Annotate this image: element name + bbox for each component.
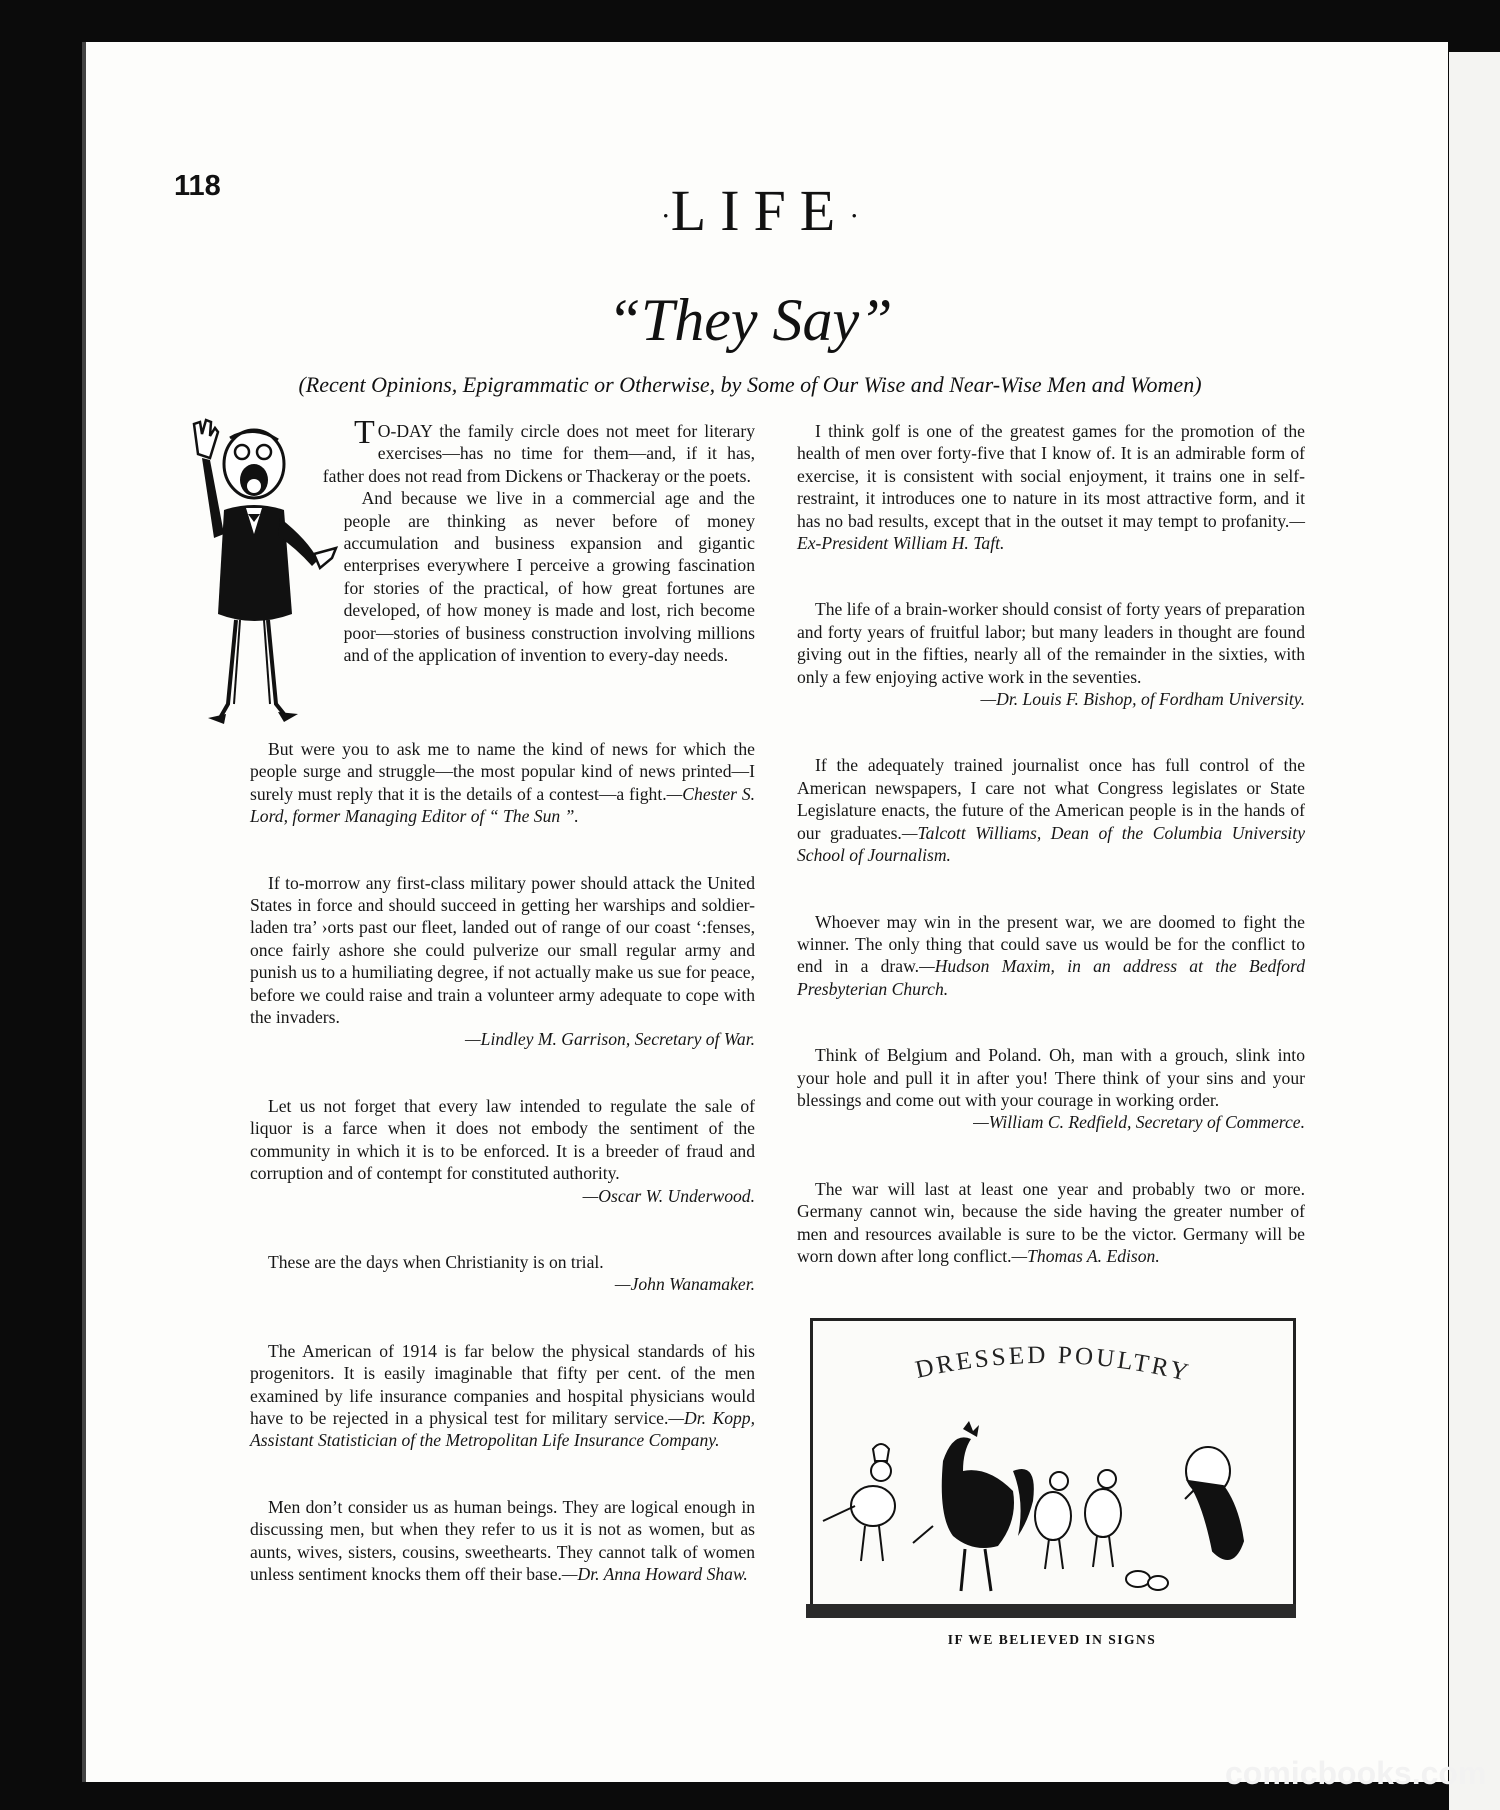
quote-kopp-attribution: —Dr. Kopp, Assistant Statistician of the Metropolitan Life Insurance Company. — [250, 1407, 755, 1451]
quote-taft — [797, 420, 1305, 554]
quote-bishop: The life of a brain-worker should consist of forty years of preparation and forty years of fruitful labor; but many leaders in thought are found giving out in the fifties, nearly all of the remainder in the sixties, with only a few enjoying active work in the seventies. — [797, 599, 1306, 687]
quote-kopp — [250, 1340, 755, 1452]
chef-chicken-figure — [823, 1444, 895, 1561]
quote-taft-attribution: —Ex-President William H. Taft. — [797, 510, 1305, 554]
masthead-dot-left: · — [660, 199, 671, 233]
poultry-cartoon-caption: IF WE BELIEVED IN SIGNS — [947, 1632, 1157, 1647]
quote-maxim-text: Whoever may win in the present war, we are doomed to fight the winner. The only thing that could save us would be for the conflict to end in a draw. — [797, 911, 1305, 977]
spacer — [250, 1051, 755, 1095]
drop-cap: T — [354, 414, 375, 451]
quote-wanamaker: These are the days when Christianity is on trial. — [268, 1251, 604, 1272]
spacer — [797, 867, 1305, 911]
right-column — [797, 420, 1305, 1267]
spacer — [250, 1296, 755, 1340]
poultry-cartoon-illustration — [813, 1321, 1293, 1611]
spacer — [797, 1000, 1305, 1044]
quote-wanamaker-attribution: —John Wanamaker. — [614, 1274, 755, 1295]
quote-underwood-attribution: —Oscar W. Underwood. — [582, 1185, 755, 1206]
masthead-title: LIFE — [670, 178, 850, 243]
spacer — [797, 1134, 1305, 1178]
chick-figures — [1126, 1571, 1168, 1590]
quote-lord-p3 — [250, 738, 755, 828]
turkey-figure — [1185, 1447, 1243, 1559]
quote-lord-attribution: —Chester S. Lord, former Managing Editor of “ The Sun ”. — [250, 783, 756, 827]
quote-bishop-attribution: —Dr. Louis F. Bishop, of Fordham University. — [980, 689, 1305, 710]
quote-taft-text: I think golf is one of the greatest games for the promotion of the health of men over forty-five that I know of. It is an admirable form of exercise, it is consistent with social enjoyment, it trains one in self-restraint, it introduces one to nature in its most attractive form, and it has no bad results, except that in the outset it may tempt to profanity. — [797, 421, 1305, 531]
quote-underwood: Let us not forget that every law intended to regulate the sale of liquor is a farce when it does not embody the sentiment of the community in which it is to be enforced. It is a breeder of fraud and corruption and of contempt for constituted authority. — [250, 1095, 755, 1184]
rooster-figure — [913, 1421, 1034, 1591]
quote-garrison-attribution: —Lindley M. Garrison, Secretary of War. — [465, 1029, 755, 1050]
spacer — [250, 828, 755, 872]
spacer — [797, 554, 1305, 598]
spacer — [250, 1207, 755, 1251]
quote-williams — [797, 754, 1305, 866]
watermark: comicbooks.com — [1225, 1755, 1487, 1791]
quote-lord-p2: And because we live in a commercial age and the people are thinking as never before of money accumulation and business expansion and gigantic enterprises everywhere I perceive a growing fascination for stories of the practical, of how great fortunes are developed, of how money is made and lost, rich become poor—stories of business construction involving millions and of the application of invention to every-day needs. — [343, 488, 755, 666]
poultry-sign-text: DRESSED POULTRY — [912, 1341, 1194, 1388]
page-number: 118 — [174, 170, 221, 202]
quote-williams-attribution: —Talcott Williams, Dean of the Columbia University School of Journalism. — [797, 822, 1305, 866]
poultry-cartoon-frame — [810, 1318, 1296, 1614]
quote-shaw — [250, 1496, 755, 1586]
quote-edison — [797, 1178, 1305, 1268]
quote-kopp-text: The American of 1914 is far below the physical standards of his progenitors. It is easily imaginable that fifty per cent. of the men examined by life insurance companies and hospital physicians would have to be rejected in a physical test for military service. — [250, 1340, 755, 1428]
orator-cartoon-illustration — [180, 414, 340, 734]
quote-shaw-attribution: —Dr. Anna Howard Shaw. — [561, 1563, 748, 1584]
facing-page-edge — [1449, 52, 1500, 1810]
article-title: “They Say” — [607, 287, 893, 353]
quote-maxim — [797, 911, 1305, 1001]
quote-lord-p1: O-DAY the family circle does not meet for literary exercises—has no time for them—and, if it has, father does not read from Dickens or Thackeray or the poets. — [322, 421, 755, 486]
quote-redfield: Think of Belgium and Poland. Oh, man with a grouch, slink into your hole and pull it in after you! There think of your sins and your blessings and come out with your courage in working order. — [797, 1045, 1305, 1110]
quote-lord-p3-text: But were you to ask me to name the kind of news for which the people surge and struggle—the most popular kind of news printed—I surely must reply that it is the details of a contest—a fight. — [250, 739, 755, 804]
masthead-dot-right: · — [849, 199, 860, 233]
left-column — [250, 414, 756, 1585]
quote-williams-text: If the adequately trained journalist once has full control of the American newspapers, I care not what Congress legislates or State Legislature enacts, the future of the American people is in the hands of our graduates. — [797, 755, 1305, 843]
masthead — [640, 178, 880, 243]
quote-garrison: If to-morrow any first-class military power should attack the United States in force and should succeed in getting her warships and soldier-laden tra’ ›orts past our fleet, landed out of range of our coast ‘:fenses, once fairly ashore she could pulverize our small regular army and punish us to a humiliating degree, if not actually make us sue for peace, before we could raise and train a volunteer army adequate to cope with the invaders. — [250, 872, 755, 1028]
quote-maxim-attribution: —Hudson Maxim, in an address at the Bedford Presbyterian Church. — [797, 956, 1305, 999]
quote-redfield-attribution: —William C. Redfield, Secretary of Commerce. — [973, 1112, 1305, 1133]
quote-edison-text: The war will last at least one year and probably two or more. Germany cannot win, because the side having the greater number of men and resources available is sure to be the victor. Germany will be worn down after long conflict. — [797, 1178, 1305, 1266]
poultry-cartoon-base — [806, 1604, 1296, 1618]
spacer — [250, 1452, 755, 1496]
spacer — [797, 710, 1305, 754]
quote-edison-attribution: —Thomas A. Edison. — [1011, 1245, 1160, 1266]
hen-figures — [1035, 1470, 1121, 1569]
article-subtitle: (Recent Opinions, Epigrammatic or Otherwise, by Some of Our Wise and Near-Wise Men and Women) — [298, 372, 1202, 397]
quote-shaw-text: Men don’t consider us as human beings. They are logical enough in discussing men, but when they refer to us it is not as women, but as aunts, wives, sisters, cousins, sweethearts. They cannot talk of women unless sentiment knocks them off their base. — [250, 1496, 755, 1584]
